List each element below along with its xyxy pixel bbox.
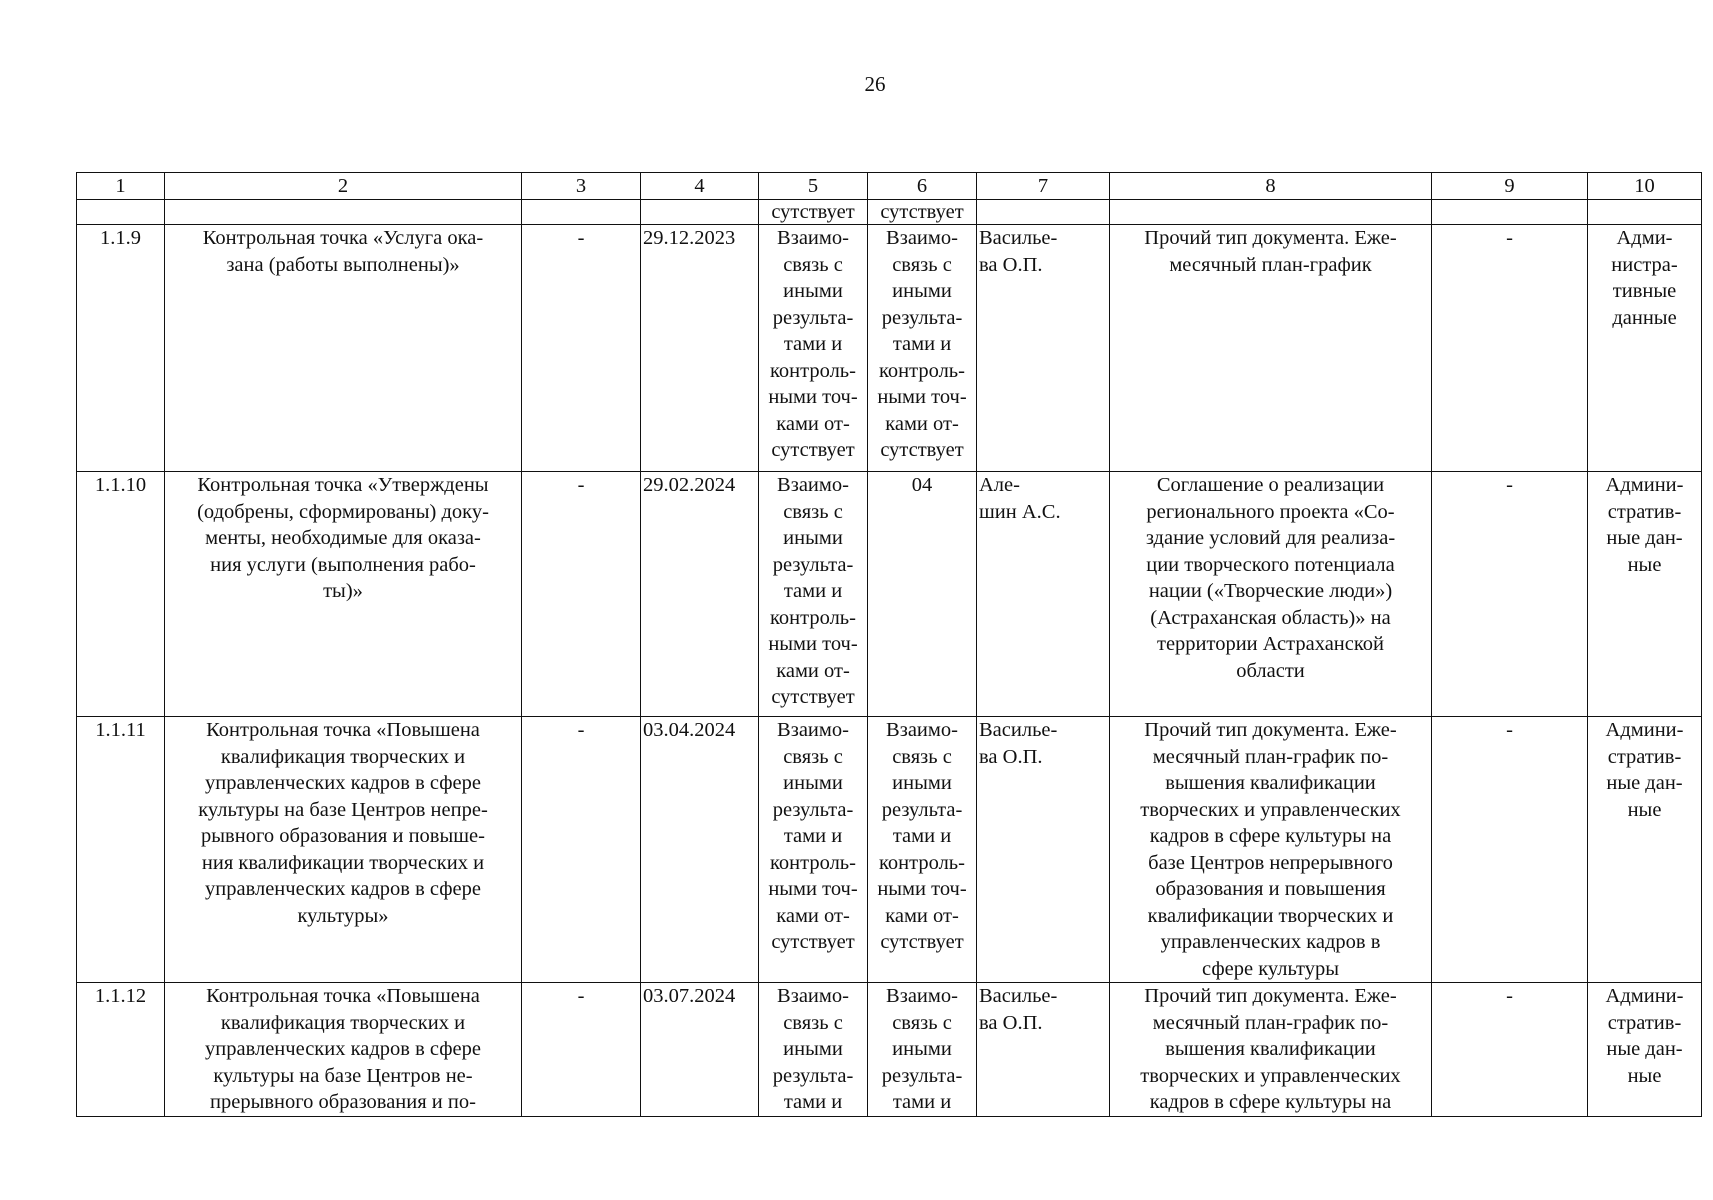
data-source-line: стратив- [1607, 500, 1682, 523]
column-number: 8 [1110, 173, 1432, 200]
data-source-line: стратив- [1607, 1011, 1682, 1034]
control-point-name-line: менты, необходимые для оказа- [205, 527, 481, 549]
column-6-value-line: ными точ- [877, 878, 967, 900]
document-type-line: месячный план-график по- [1152, 1011, 1389, 1034]
column-6-value-line: ками от- [885, 904, 959, 927]
continuation-row [77, 200, 1702, 225]
column-6-value [868, 983, 977, 1117]
column-number: 10 [1588, 173, 1702, 200]
control-point-name [165, 472, 522, 717]
column-3-value: - [522, 472, 641, 717]
responsible-person-line: Василье- [979, 227, 1058, 249]
control-point-name-line: Контрольная точка «Утверждены [197, 474, 489, 496]
document-type-line: (Астраханская область)» на [1150, 606, 1391, 629]
table-row [77, 717, 1702, 983]
column-5-value-line: Взаимо- [777, 474, 849, 496]
data-source [1588, 225, 1702, 472]
column-6-value-line: иными [892, 1038, 952, 1060]
document-type-line: Прочий тип документа. Еже- [1144, 719, 1397, 741]
data-source-line: Адми- [1616, 227, 1673, 249]
column-6-value-line: тами и [892, 333, 952, 355]
control-point-name-line: ния услуги (выполнения рабо- [210, 553, 476, 576]
column-6-value [868, 472, 977, 717]
document-type-line: регионального проекта «Со- [1146, 500, 1395, 523]
column-6-value-line: иными [892, 772, 952, 794]
column-number: 3 [522, 173, 641, 200]
data-source-line: ные [1627, 553, 1662, 576]
column-9-value: - [1432, 225, 1588, 472]
document-type-line: области [1236, 659, 1305, 682]
column-5-value-line: связь с [783, 1011, 843, 1034]
document-type-line: управленческих кадров в [1160, 931, 1381, 953]
document-type-line: вышения квалификации [1165, 772, 1376, 794]
column-9-value: - [1432, 717, 1588, 983]
column-5-value-line: Взаимо- [777, 719, 849, 741]
document-type [1110, 983, 1432, 1117]
column-3-value: - [522, 983, 641, 1117]
control-point-name-line: квалификация творческих и [220, 1011, 466, 1034]
control-point-name-line: культуры на базе Центров непре- [198, 798, 488, 821]
continuation-cell [977, 200, 1110, 225]
row-number: 1.1.10 [77, 472, 165, 717]
control-points-table [76, 172, 1702, 1117]
document-type [1110, 225, 1432, 472]
responsible-person-line: ва О.П. [979, 745, 1043, 768]
column-3-value: - [522, 225, 641, 472]
continuation-cell [1110, 200, 1432, 225]
row-number: 1.1.12 [77, 983, 165, 1117]
continuation-cell [1588, 200, 1702, 225]
control-point-name-line: (одобрены, сформированы) доку- [197, 500, 489, 523]
column-6-value [868, 225, 977, 472]
column-number: 9 [1432, 173, 1588, 200]
column-number: 4 [641, 173, 759, 200]
data-source-line: ные дан- [1606, 527, 1683, 549]
responsible-person [977, 472, 1110, 717]
control-point-name-line: культуры на базе Центров не- [213, 1064, 473, 1087]
column-5-value-line: связь с [783, 745, 843, 768]
data-source-line: ные [1627, 1064, 1662, 1087]
data-source-line: Админи- [1605, 719, 1684, 741]
column-5-value-line: ными точ- [768, 878, 858, 900]
column-6-value-line: сутствует [880, 439, 964, 461]
data-source-line: нистра- [1611, 253, 1678, 276]
continuation-cell: сутствует [759, 200, 868, 225]
control-point-name-line: управленческих кадров в сфере [205, 1038, 481, 1060]
column-6-value-line: иными [892, 280, 952, 302]
column-number: 7 [977, 173, 1110, 200]
document-type-line: образования и повышения [1155, 878, 1386, 900]
data-source-line: тивные [1612, 280, 1677, 302]
column-5-value-line: сутствует [771, 686, 855, 708]
responsible-person-line: Василье- [979, 719, 1058, 741]
data-source-line: ные дан- [1606, 772, 1683, 794]
column-6-value-line: связь с [892, 253, 952, 276]
continuation-cell: сутствует [868, 200, 977, 225]
column-6-value-line: Взаимо- [886, 985, 958, 1007]
column-6-value [868, 717, 977, 983]
control-point-name-line: Контрольная точка «Услуга ока- [202, 227, 484, 249]
column-6-value-line: тами и [892, 1091, 952, 1113]
column-6-value-line: Взаимо- [886, 227, 958, 249]
column-5-value-line: связь с [783, 500, 843, 523]
column-5-value-line: результа- [772, 798, 854, 821]
column-6-value-line: ками от- [885, 412, 959, 435]
data-source-line: ные дан- [1606, 1038, 1683, 1060]
document-type-line: здание условий для реализа- [1145, 527, 1396, 549]
responsible-person-line: Але- [979, 474, 1020, 496]
column-3-value: - [522, 717, 641, 983]
control-point-name-line: Контрольная точка «Повышена [206, 985, 480, 1007]
data-source [1588, 717, 1702, 983]
page-number: 26 [864, 72, 886, 96]
document-type-line: кадров в сфере культуры на [1149, 1091, 1392, 1113]
continuation-cell [522, 200, 641, 225]
completion-date: 03.07.2024 [641, 983, 759, 1117]
column-number: 1 [77, 173, 165, 200]
document-type-line: творческих и управленческих [1140, 798, 1401, 821]
document-type-line: территории Астраханской [1156, 633, 1385, 655]
column-6-value-line: связь с [892, 745, 952, 768]
continuation-cell [165, 200, 522, 225]
column-5-value-line: ными точ- [768, 386, 858, 408]
column-5-value-line: тами и [783, 580, 843, 602]
column-9-value: - [1432, 472, 1588, 717]
completion-date: 29.02.2024 [641, 472, 759, 717]
column-5-value-line: ными точ- [768, 633, 858, 655]
control-point-name-line: управленческих кадров в сфере [205, 878, 481, 900]
column-number: 5 [759, 173, 868, 200]
table-row [77, 225, 1702, 472]
column-5-value-line: контроль- [770, 851, 856, 874]
column-5-value-line: иными [783, 527, 843, 549]
column-6-value-line: контроль- [879, 851, 965, 874]
column-5-value-line: иными [783, 1038, 843, 1060]
control-point-name-line: культуры» [297, 904, 389, 927]
column-5-value-line: результа- [772, 1064, 854, 1087]
column-6-value-line: результа- [881, 306, 963, 329]
column-5-value [759, 472, 868, 717]
data-source [1588, 472, 1702, 717]
column-5-value-line: результа- [772, 553, 854, 576]
row-number: 1.1.9 [77, 225, 165, 472]
document-type [1110, 472, 1432, 717]
data-source [1588, 983, 1702, 1117]
document-type-line: творческих и управленческих [1140, 1064, 1401, 1087]
document-type-line: нации («Творческие люди») [1148, 580, 1393, 602]
row-number: 1.1.11 [77, 717, 165, 983]
document-type-line: квалификации творческих и [1147, 904, 1394, 927]
column-6-value-line: ными точ- [877, 386, 967, 408]
column-5-value-line: ками от- [776, 904, 850, 927]
column-5-value-line: контроль- [770, 606, 856, 629]
column-5-value-line: ками от- [776, 412, 850, 435]
column-5-value [759, 225, 868, 472]
column-6-value-line: связь с [892, 1011, 952, 1034]
column-5-value-line: сутствует [771, 931, 855, 953]
document-type-line: базе Центров непрерывного [1148, 851, 1393, 874]
responsible-person-line: ва О.П. [979, 253, 1043, 276]
document-type-line: Соглашение о реализации [1156, 474, 1385, 496]
document-type-line: вышения квалификации [1165, 1038, 1376, 1060]
control-point-name [165, 717, 522, 983]
control-point-name-line: квалификация творческих и [220, 745, 466, 768]
responsible-person [977, 225, 1110, 472]
document-type-line: ции творческого потенциала [1146, 553, 1395, 576]
document-type-line: Прочий тип документа. Еже- [1144, 985, 1397, 1007]
column-6-value-line: сутствует [880, 931, 964, 953]
control-point-name-line: ты)» [323, 580, 363, 602]
column-5-value-line: результа- [772, 306, 854, 329]
data-source-line: данные [1612, 306, 1677, 329]
completion-date: 03.04.2024 [641, 717, 759, 983]
column-number: 6 [868, 173, 977, 200]
control-point-name [165, 225, 522, 472]
column-5-value-line: иными [783, 772, 843, 794]
column-5-value-line: тами и [783, 1091, 843, 1113]
column-5-value-line: Взаимо- [777, 985, 849, 1007]
document-type-line: месячный план-график [1169, 253, 1372, 276]
control-point-name-line: Контрольная точка «Повышена [206, 719, 480, 741]
table-row [77, 983, 1702, 1117]
document-type-line: месячный план-график по- [1152, 745, 1389, 768]
column-5-value-line: иными [783, 280, 843, 302]
column-9-value: - [1432, 983, 1588, 1117]
document-type [1110, 717, 1432, 983]
control-point-name-line: управленческих кадров в сфере [205, 772, 481, 794]
column-5-value-line: Взаимо- [777, 227, 849, 249]
control-point-name-line: ния квалификации творческих и [201, 851, 485, 874]
column-5-value-line: ками от- [776, 659, 850, 682]
continuation-cell [641, 200, 759, 225]
data-source-line: ные [1627, 798, 1662, 821]
document-type-line: Прочий тип документа. Еже- [1144, 227, 1397, 249]
column-5-value-line: тами и [783, 825, 843, 847]
table-row [77, 472, 1702, 717]
control-point-name-line: зана (работы выполнены)» [226, 253, 460, 276]
responsible-person-line: Василье- [979, 985, 1058, 1007]
continuation-cell [77, 200, 165, 225]
column-6-value-line: 04 [911, 474, 933, 496]
column-6-value-line: Взаимо- [886, 719, 958, 741]
column-6-value-line: тами и [892, 825, 952, 847]
column-5-value-line: контроль- [770, 359, 856, 382]
column-5-value-line: связь с [783, 253, 843, 276]
document-type-line: сфере культуры [1202, 957, 1339, 980]
column-6-value-line: результа- [881, 1064, 963, 1087]
continuation-cell [1432, 200, 1588, 225]
data-source-line: Админи- [1605, 474, 1684, 496]
data-source-line: Админи- [1605, 985, 1684, 1007]
column-5-value-line: сутствует [771, 439, 855, 461]
column-5-value [759, 717, 868, 983]
control-point-name-line: прерывного образования и по- [210, 1091, 476, 1113]
control-point-name-line: рывного образования и повыше- [201, 825, 485, 847]
responsible-person-line: шин А.С. [979, 500, 1061, 523]
column-6-value-line: контроль- [879, 359, 965, 382]
column-number-row [77, 173, 1702, 200]
responsible-person-line: ва О.П. [979, 1011, 1043, 1034]
document-type-line: кадров в сфере культуры на [1149, 825, 1392, 847]
responsible-person [977, 717, 1110, 983]
responsible-person [977, 983, 1110, 1117]
column-6-value-line: результа- [881, 798, 963, 821]
column-5-value [759, 983, 868, 1117]
data-source-line: стратив- [1607, 745, 1682, 768]
completion-date: 29.12.2023 [641, 225, 759, 472]
column-number: 2 [165, 173, 522, 200]
control-point-name [165, 983, 522, 1117]
column-5-value-line: тами и [783, 333, 843, 355]
